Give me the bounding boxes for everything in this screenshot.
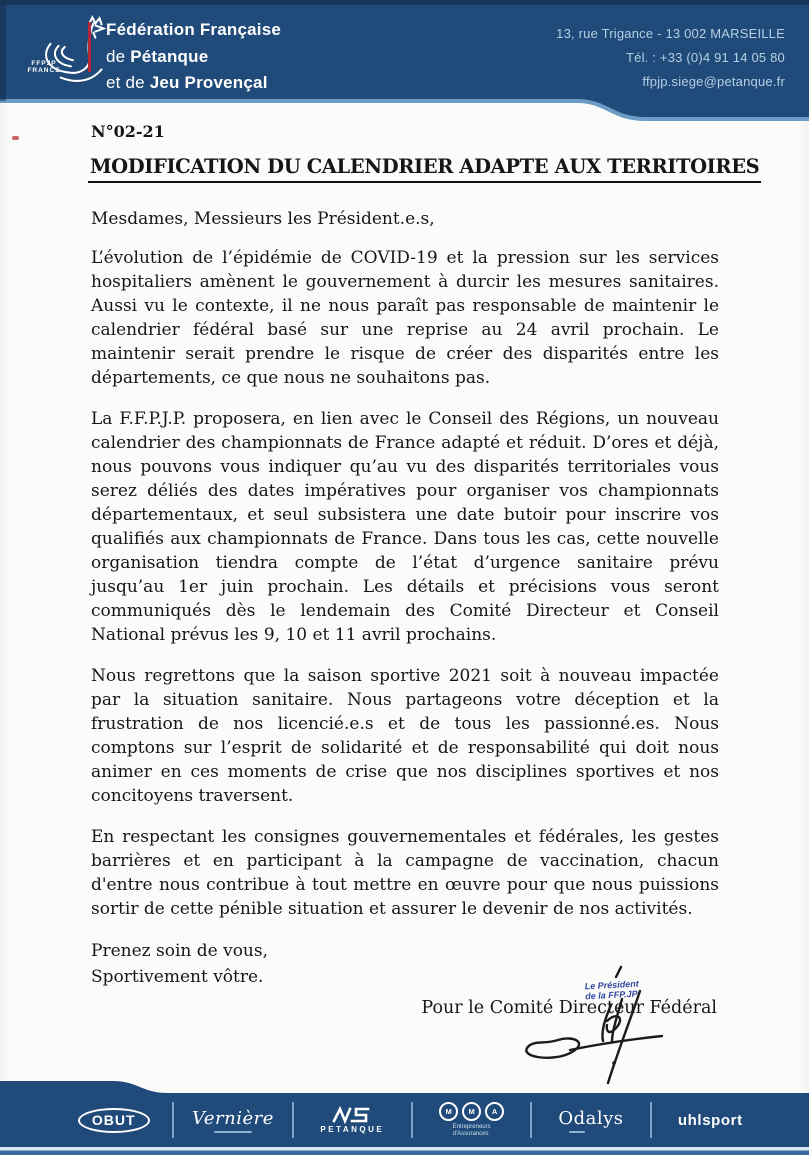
closing-line1: Prenez soin de vous, xyxy=(91,941,269,961)
verniere-logo-text: Vernière xyxy=(192,1107,274,1129)
ms-petanque-label: PETANQUE xyxy=(320,1125,385,1134)
obut-logo-text: OBUT xyxy=(91,1111,136,1128)
logo-caption-line2: FRANCE xyxy=(27,67,61,74)
odalys-logo-text: Odalys xyxy=(558,1107,624,1129)
federation-name-line1: Fédération Française xyxy=(106,20,282,39)
ms-logo xyxy=(332,1106,372,1124)
title-row xyxy=(88,155,760,183)
sponsor-verniere xyxy=(174,1108,291,1133)
sponsor-obut xyxy=(55,1108,172,1133)
closing-line2: Sportivement vôtre. xyxy=(91,967,264,987)
verniere-tagline-mark xyxy=(214,1131,252,1133)
signature-caption-line1: Le Président xyxy=(584,978,639,992)
letter-title: MODIFICATION DU CALENDRIER ADAPTE AUX TERRITOIRES xyxy=(88,155,761,183)
mma-logo xyxy=(439,1102,504,1121)
sponsor-odalys xyxy=(532,1108,649,1133)
paragraph-1: L’évolution de l’épidémie de COVID-19 et la pression sur les services hospitaliers amènent le gouvernement à durcir les mesures sanitaires. Aussi vu le contexte, il ne nous paraît pas responsable de maintenir le calendrier fédéral basé sur une reprise au 24 avril prochain. Le maintenir serait prendre le risque de créer des disparités entre les départements, ce que nous ne souhaitons pas. xyxy=(91,248,719,388)
letter-body xyxy=(90,122,760,1018)
paragraph-4: En respectant les consignes gouvernementales et fédérales, les gestes barrières et en participant à la campagne de vaccination, chacun d'entre nous contribue à tout mettre en œuvre pour que nous puissions sortir de cette pénible situation et assurer le devenir de nos activités. xyxy=(91,827,719,919)
federation-name-line2: de Pétanque xyxy=(106,46,209,66)
salutation: Mesdames, Messieurs les Président.e.s, xyxy=(91,209,435,229)
obut-logo xyxy=(78,1108,150,1133)
logo-caption-line1: FFPJP xyxy=(31,60,57,67)
odalys-tagline-mark xyxy=(569,1131,585,1133)
mma-tagline-line2: d'Assurances xyxy=(452,1131,489,1137)
document-reference: N°02-21 xyxy=(91,122,165,141)
sponsor-uhlsport xyxy=(652,1112,769,1129)
federation-name xyxy=(106,17,281,97)
mma-tagline xyxy=(453,1124,491,1138)
paragraph-2: La F.F.P.J.P. proposera, en lien avec le Conseil des Régions, un nouveau calendrier des championnats de France adapté et réduit. D’ores et déjà, nous pouvons vous indiquer qu’au vu des disparités territoriales vous serez déliés des dates impératives pour organiser vos championnats départementaux, et seul subsistera une date butoir pour inscrire vos qualifiés aux championnats de France. Dans tous les cas, cette nouvelle organisation tiendra compte de l’état d’urgence sanitaire prévu jusqu’au 1er juin prochain. Les détails et précisions vous seront communiqués dès le lendemain des Comité Directeur et Conseil National prévus les 9, 10 et 11 avril prochains. xyxy=(91,409,719,645)
header-address: 13, rue Trigance - 13 002 MARSEILLE xyxy=(556,26,785,41)
sponsor-logo-strip xyxy=(55,1097,769,1143)
header-red-divider xyxy=(88,22,91,72)
header-email: ffpjp.siege@petanque.fr xyxy=(642,74,785,89)
mma-tagline-line1: Entrepreneurs xyxy=(452,1124,491,1130)
ffpjp-logo-caption xyxy=(22,60,66,74)
mma-circle-m2: M xyxy=(462,1102,481,1121)
sponsor-ms-petanque xyxy=(294,1106,411,1134)
signature-caption xyxy=(585,980,640,1002)
uhlsport-logo-text: uhlsport xyxy=(677,1111,743,1129)
mma-circle-a: A xyxy=(485,1102,504,1121)
header-contact-block xyxy=(556,22,785,94)
header-phone: Tél. : +33 (0)4 91 14 05 80 xyxy=(626,50,785,65)
mma-circle-m1: M xyxy=(439,1102,458,1121)
signoff-line: Pour le Comité Directeur Fédéral xyxy=(421,998,717,1018)
sponsor-mma xyxy=(413,1102,530,1138)
scan-artifact-mark xyxy=(12,136,19,140)
federation-name-line3: et de Jeu Provençal xyxy=(106,73,268,92)
signature-caption-line2: de la FFP.JP xyxy=(584,988,638,1001)
paragraph-3: Nous regrettons que la saison sportive 2021 soit à nouveau impactée par la situation sanitaire. Nous partageons votre déception et la frustration de nos licencié.e.s et de tous les passionné.es. Nous comptons sur l’esprit de solidarité et de responsabilité qui doit nous animer en ces moments de crise que nos disciplines sportives et nos concitoyens traversent. xyxy=(91,666,719,806)
